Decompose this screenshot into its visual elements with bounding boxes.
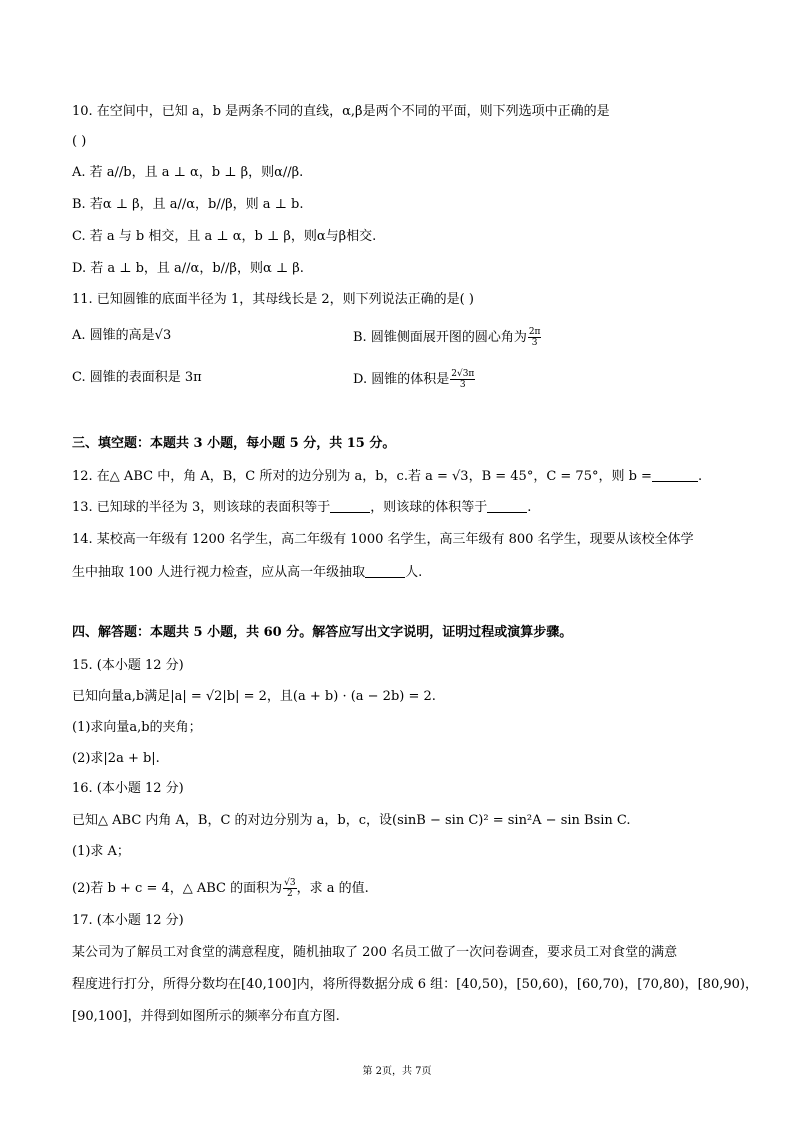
q12-end: . (697, 469, 703, 484)
q11-option-b-text: B. 圆锥侧面展开图的圆心角为 (353, 330, 527, 345)
q10-stem: 10. 在空间中，已知 a，b 是两条不同的直线，α,β是两个不同的平面，则下列选项中正确的是 (72, 104, 610, 119)
q13-answer-blank-2 (487, 498, 527, 513)
q14-line-1: 14. 某校高一年级有 1200 名学生，高二年级有 1000 名学生，高三年级有 800 名学生，现要从该校全体学 (72, 532, 694, 547)
q11-option-a-math: √3 (154, 328, 172, 343)
q16-area-fraction (283, 878, 296, 899)
q13-part1: 13. 已知球的半径为 3，则该球的表面积等于 (72, 500, 331, 515)
q11-option-b-fraction (528, 327, 542, 348)
q11-option-a (72, 327, 171, 345)
fraction-denominator: 3 (531, 338, 538, 348)
q13-end: . (527, 500, 532, 515)
q10-option-b: B. 若α ⊥ β，且 a//α，b//β，则 a ⊥ b. (72, 197, 304, 212)
q15-condition: 已知向量a,b满足|a| = √2|b| = 2，且(a + b) · (a − 2b) = 2. (72, 689, 436, 704)
q12-text: 12. 在△ ABC 中，角 A，B，C 所对的边分别为 a，b，c.若 a = √3，B = 45°，C = 75°，则 b = (72, 469, 652, 484)
q16-part-2 (72, 878, 369, 899)
q17-line-2: 程度进行打分，所得分数均在[40,100]内，将所得数据分成 6 组：[40,50)，[50,60)，[60,70)，[70,80)，[80,90)， (72, 977, 758, 992)
fraction-denominator: 2 (287, 889, 293, 899)
q11-option-b (353, 327, 541, 348)
q15-heading: 15. (本小题 12 分) (72, 658, 184, 673)
q10-option-c: C. 若 a 与 b 相交，且 a ⊥ α，b ⊥ β，则α与β相交. (72, 229, 377, 244)
q16-condition: 已知△ ABC 内角 A，B，C 的对边分别为 a，b，c，设(sinB − sin C)² = sin²A − sin Bsin C. (72, 813, 631, 828)
fraction-numerator: 2√3π (451, 369, 475, 379)
q11-option-d-fraction (450, 369, 475, 390)
q11-option-d (353, 369, 475, 390)
q13-answer-blank-1 (330, 498, 370, 513)
q14-end: 人. (405, 565, 423, 580)
q13-line (72, 498, 531, 517)
q12-answer-blank (652, 467, 698, 482)
q14-answer-blank (365, 563, 405, 578)
q11-option-d-text: D. 圆锥的体积是 (353, 372, 450, 387)
q16-heading: 16. (本小题 12 分) (72, 781, 184, 796)
q16-part-2-text: (2)若 b + c = 4，△ ABC 的面积为 (72, 881, 283, 896)
fraction-numerator: 2π (528, 327, 541, 337)
q11-option-a-text: A. 圆锥的高是 (72, 328, 155, 343)
q16-part-2-end: ，求 a 的值. (296, 881, 369, 896)
section-4-heading: 四、解答题：本题共 5 小题，共 60 分。解答应写出文字说明，证明过程或演算步骤。 (72, 625, 573, 640)
q10-option-a: A. 若 a//b，且 a ⊥ α，b ⊥ β，则α//β. (72, 165, 304, 180)
fraction-denominator: 3 (459, 380, 466, 390)
q16-part-1: (1)求 A； (72, 844, 130, 859)
q15-part-2: (2)求|2a + b|. (72, 751, 160, 766)
q12-line (72, 467, 702, 486)
section-3-heading: 三、填空题：本题共 3 小题，每小题 5 分，共 15 分。 (72, 436, 396, 451)
q15-part-1: (1)求向量a,b的夹角； (72, 720, 202, 735)
q11-option-c: C. 圆锥的表面积是 3π (72, 370, 202, 385)
q10-option-d: D. 若 a ⊥ b，且 a//α，b//β，则α ⊥ β. (72, 261, 304, 276)
page-footer: 第 2页，共 7页 (362, 1066, 432, 1077)
q14-line-2 (72, 563, 422, 582)
q11-stem: 11. 已知圆锥的底面半径为 1，其母线长是 2，则下列说法正确的是( ) (72, 292, 474, 307)
q17-line-3: [90,100]，并得到如图所示的频率分布直方图. (72, 1009, 340, 1024)
q10-answer-paren: ( ) (72, 134, 87, 149)
q13-part2: ，则该球的体积等于 (370, 500, 488, 515)
q17-line-1: 某公司为了解员工对食堂的满意程度，随机抽取了 200 名员工做了一次问卷调查，要求员工对食堂的满意 (72, 945, 678, 960)
fraction-numerator: √3 (284, 878, 296, 888)
q17-heading: 17. (本小题 12 分) (72, 913, 184, 928)
q14-text: 生中抽取 100 人进行视力检查，应从高一年级抽取 (72, 565, 366, 580)
